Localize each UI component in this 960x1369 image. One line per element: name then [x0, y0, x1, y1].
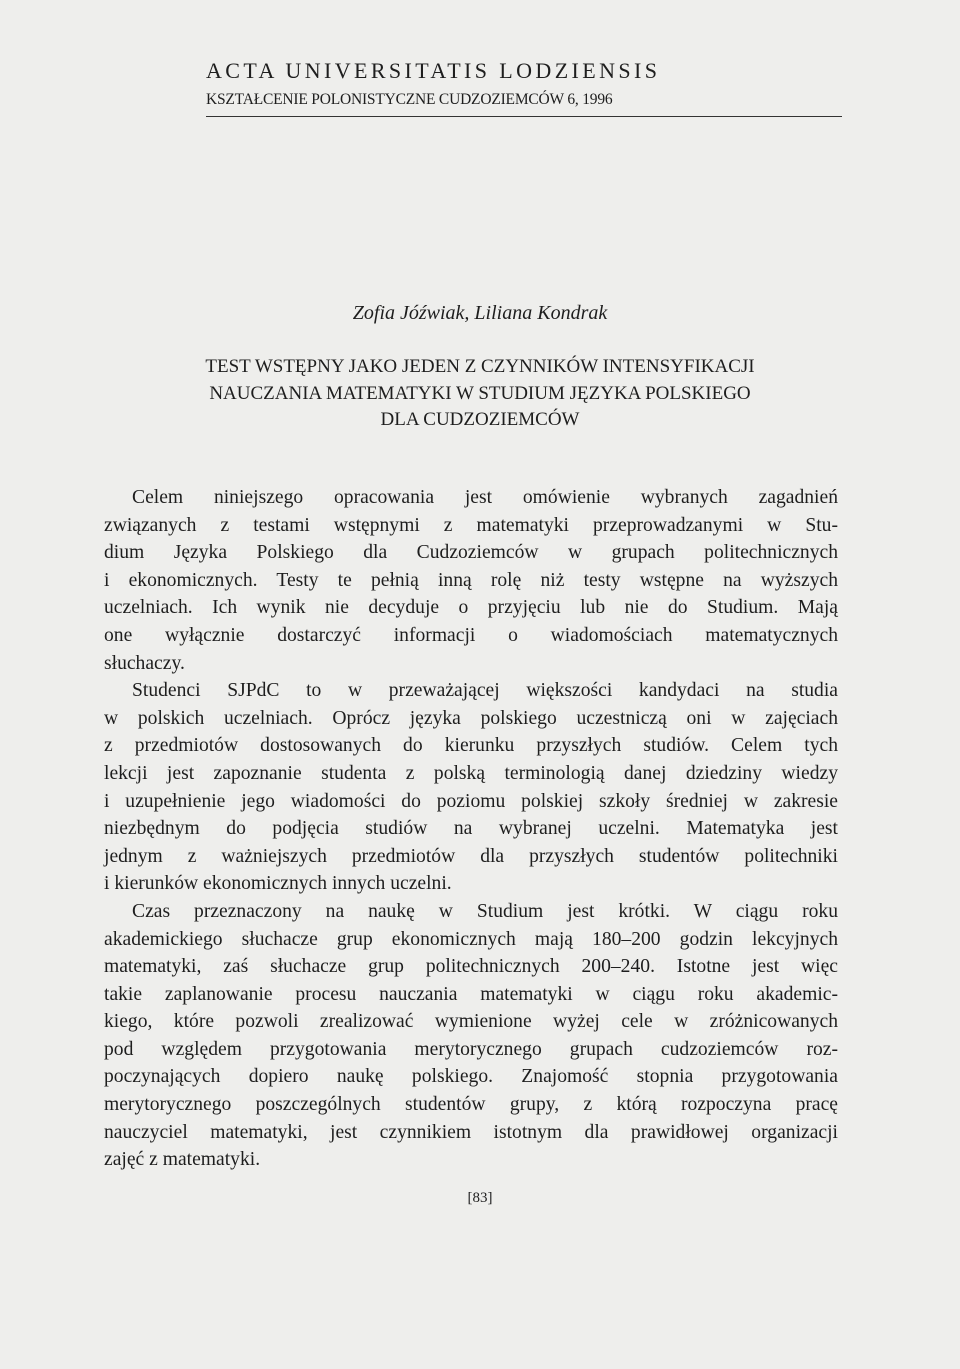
body-line: zajęć z matematyki. — [104, 1149, 261, 1171]
body-line: merytorycznego poszczególnych studentów grupy, z którą rozpoczyna pracę — [104, 1094, 838, 1116]
article-title — [0, 354, 960, 434]
body-line: kiego, które pozwoli zrealizować wymienione wyżej cele w zróżnicowanych — [104, 1011, 838, 1033]
body-line: i ekonomicznych. Testy te pełnią inną rolę niż testy wstępne na wyższych — [104, 569, 838, 591]
header-rule — [206, 116, 842, 117]
body-line: w polskich uczelniach. Oprócz języka polskiego uczestniczą oni w zajęciach — [104, 707, 838, 729]
body-line: poczynających dopiero naukę polskiego. Znajomość stopnia przygotowania — [104, 1066, 838, 1088]
article-title-line: NAUCZANIA MATEMATYKI W STUDIUM JĘZYKA POLSKIEGO — [209, 382, 751, 404]
article-authors: Zofia Jóźwiak, Liliana Kondrak — [352, 302, 608, 324]
body-line: one wyłącznie dostarczyć informacji o wiadomościach matematycznych — [104, 624, 838, 646]
body-line: słuchaczy. — [104, 652, 185, 674]
body-line: Studenci SJPdC to w przeważającej większości kandydaci na studia — [132, 680, 838, 702]
body-line: Czas przeznaczony na naukę w Studium jest krótki. W ciągu roku — [132, 900, 838, 922]
article-body — [104, 484, 838, 1174]
body-line: matematyki, zaś słuchacze grup politechnicznych 200–240. Istotne jest więc — [104, 956, 838, 978]
body-line: jednym z ważniejszych przedmiotów dla przyszłych studentów politechniki — [104, 845, 838, 867]
body-line: akademickiego słuchacze grup ekonomicznych mają 180–200 godzin lekcyjnych — [104, 928, 838, 950]
body-line: uczelniach. Ich wynik nie decyduje o przyjęciu lub nie do Studium. Mają — [104, 597, 838, 619]
body-line: lekcji jest zapoznanie studenta z polską terminologią danej dziedziny wiedzy — [104, 762, 838, 784]
article-title-line: DLA CUDZOZIEMCÓW — [380, 409, 580, 430]
article-title-line: TEST WSTĘPNY JAKO JEDEN Z CZYNNIKÓW INTENSYFIKACJI — [205, 356, 755, 377]
body-line: Celem niniejszego opracowania jest omówienie wybranych zagadnień — [132, 487, 838, 508]
body-line: i kierunków ekonomicznych innych uczelni. — [104, 873, 452, 895]
journal-subtitle: KSZTAŁCENIE POLONISTYCZNE CUDZOZIEMCÓW 6, 1996 — [206, 91, 613, 108]
body-line: takie zaplanowanie procesu nauczania matematyki w ciągu roku akademic- — [104, 983, 838, 1005]
body-line: i uzupełnienie jego wiadomości do poziomu polskiej szkoły średniej w zakresie — [104, 790, 838, 812]
body-line: z przedmiotów dostosowanych do kierunku przyszłych studiów. Celem tych — [104, 735, 838, 757]
body-line: dium Języka Polskiego dla Cudzoziemców w grupach politechnicznych — [104, 542, 838, 564]
body-line: związanych z testami wstępnymi z matematyki przeprowadzanymi w Stu- — [104, 514, 838, 536]
body-line: nauczyciel matematyki, jest czynnikiem istotnym dla prawidłowej organizacji — [104, 1121, 838, 1143]
body-line: niezbędnym do podjęcia studiów na wybranej uczelni. Matematyka jest — [104, 818, 838, 840]
journal-title: ACTA UNIVERSITATIS LODZIENSIS — [206, 58, 661, 83]
body-line: pod względem przygotowania merytorycznego grupach cudzoziemców roz- — [104, 1038, 838, 1060]
page-number: [83] — [467, 1190, 493, 1206]
